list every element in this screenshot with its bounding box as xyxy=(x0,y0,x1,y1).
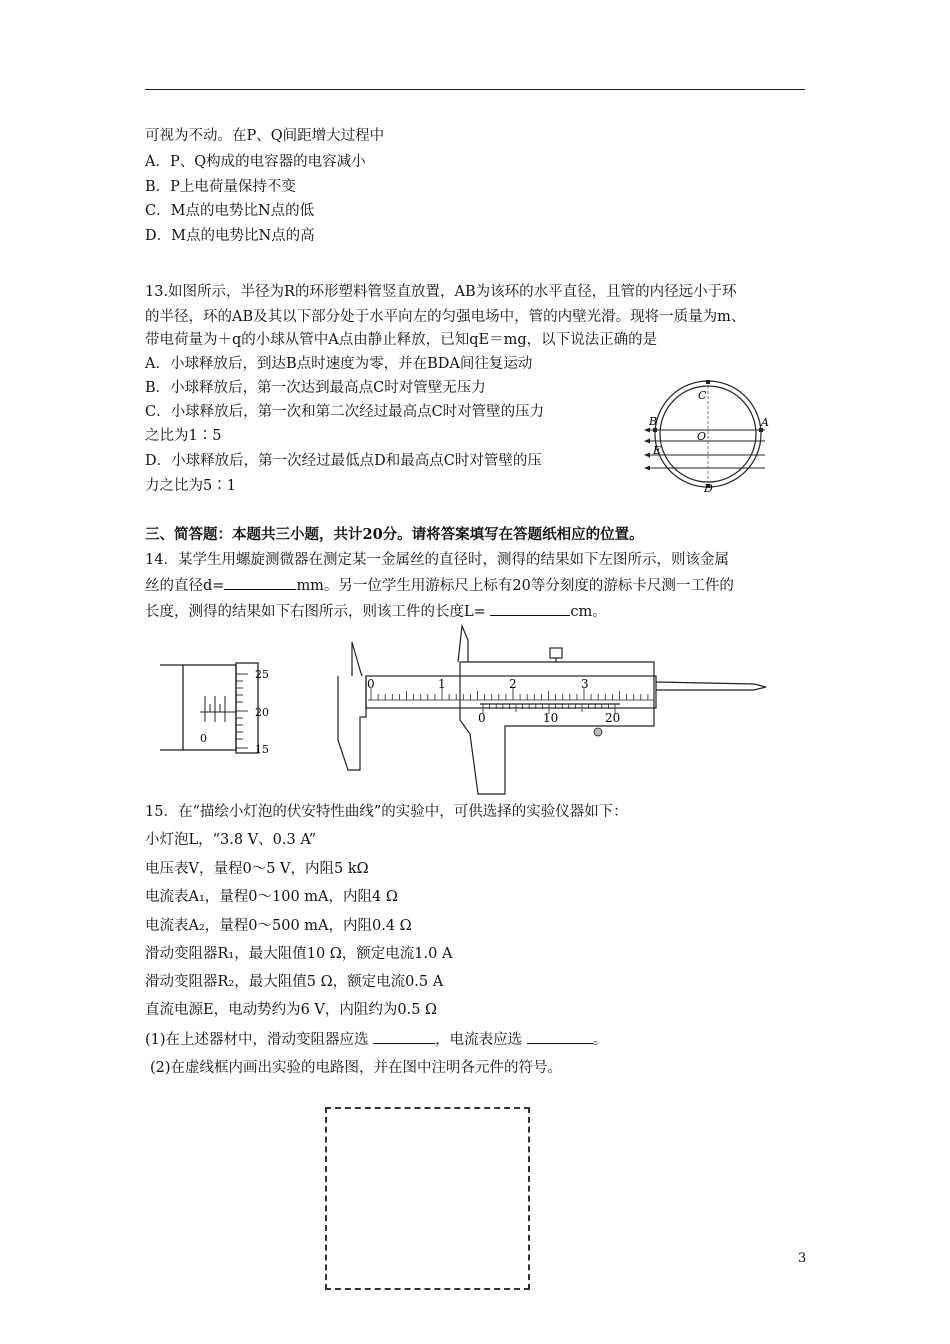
q13-option-c: C．小球释放后，第一次和第二次经过最高点C时对管壁的压力 xyxy=(145,404,545,420)
q14-diameter-blank[interactable] xyxy=(224,575,296,590)
caliper-upper-jaw xyxy=(352,642,362,676)
caliper-depth-rod xyxy=(656,682,766,690)
q15-ammeter-blank[interactable] xyxy=(527,1029,593,1044)
q13-option-b: B．小球释放后，第一次达到最高点C时对管壁无压力 xyxy=(145,380,486,396)
caliper-thumb-wheel xyxy=(594,728,602,736)
section-3-heading: 三、简答题：本题共三小题，共计20分。请将答案填写在答题纸相应的位置。 xyxy=(145,526,644,543)
sleeve-label: 0 xyxy=(200,732,207,745)
page-number: 3 xyxy=(798,1251,807,1266)
q15-sub2: (2)在虚线框内画出实验的电路图，并在图中注明各元件的符号。 xyxy=(150,1060,563,1076)
q12-option-c: C．M点的电势比N点的低 xyxy=(145,203,315,219)
q13-option-c-cont: 之比为1∶5 xyxy=(145,428,222,444)
circuit-drawing-box[interactable] xyxy=(325,1107,530,1290)
q15-sub1-a: (1)在上述器材中，滑动变阻器应选 xyxy=(145,1032,369,1048)
q15-intro: 15．在“描绘小灯泡的伏安特性曲线”的实验中，可供选择的实验仪器如下： xyxy=(145,804,628,820)
ring-field-figure xyxy=(640,376,780,496)
sleeve-scale xyxy=(205,696,225,722)
q14-diameter-suffix: mm。另一位学生用游标尺上标有20等分刻度的游标卡尺测一工件的 xyxy=(296,578,734,594)
q14-line1: 14．某学生用螺旋测微器在测定某一金属丝的直径时，测得的结果如下左图所示，则该金属 xyxy=(145,552,729,568)
caliper-lock-screw xyxy=(550,648,562,658)
main-label-3: 3 xyxy=(581,677,589,691)
label-c: C xyxy=(698,389,707,402)
q15-rheostat-blank[interactable] xyxy=(373,1029,435,1044)
q13-option-d: D．小球释放后，第一次经过最低点D和最高点C时对管壁的压 xyxy=(145,453,542,469)
label-a: A xyxy=(761,416,769,429)
q13-stem-line1: 13.如图所示，半径为R的环形塑料管竖直放置，AB为该环的水平直径，且管的内径远小于环 xyxy=(145,284,737,300)
field-arrowheads xyxy=(644,428,650,471)
q15-item-ammeter-a1: 电流表A₁，量程0～100 mA，内阻4 Ω xyxy=(145,889,398,905)
q13-stem-line2: 的半径，环的AB及其以下部分处于水平向左的匀强电场中，管的内壁光滑。现将一质量为m、 xyxy=(145,309,746,325)
q12-option-a: A．P、Q构成的电容器的电容减小 xyxy=(145,154,366,170)
thimble-label-20: 20 xyxy=(255,706,269,719)
label-o: O xyxy=(697,430,707,443)
q13-stem-line3: 带电荷量为＋q的小球从管中A点由静止释放，已知qE＝mg，以下说法正确的是 xyxy=(145,332,658,348)
thimble-scale xyxy=(236,674,248,748)
thimble-label-15: 15 xyxy=(255,743,269,756)
caliper-slider xyxy=(460,662,654,794)
q14-line3 xyxy=(145,601,607,622)
main-label-2: 2 xyxy=(509,677,517,691)
label-e: E xyxy=(653,444,662,457)
label-d: D xyxy=(704,482,713,495)
q15-sub1 xyxy=(145,1029,607,1050)
q15-item-rheostat-r1: 滑动变阻器R₁，最大阻值10 Ω，额定电流1.0 A xyxy=(145,946,453,962)
q14-line2 xyxy=(145,575,734,596)
q13-option-a: A．小球释放后，到达B点时速度为零，并在BDA间往复运动 xyxy=(145,356,533,372)
caliper-lower-jaw xyxy=(338,676,366,770)
q15-item-ammeter-a2: 电流表A₂，量程0～500 mA，内阻0.4 Ω xyxy=(145,918,412,934)
vernier-label-0: 0 xyxy=(478,711,486,725)
q15-item-source: 直流电源E，电动势约为6 V，内阻约为0.5 Ω xyxy=(145,1002,438,1018)
caliper-slider-upper-jaw xyxy=(458,626,468,662)
caliper-figure xyxy=(330,622,775,794)
main-label-0: 0 xyxy=(367,677,375,691)
q13-option-d-cont: 力之比为5∶1 xyxy=(145,478,236,494)
vernier-label-10: 10 xyxy=(543,711,559,725)
q12-intro: 可视为不动。在P、Q间距增大过程中 xyxy=(145,128,385,144)
q14-length-suffix: cm。 xyxy=(570,604,607,620)
q12-option-d: D．M点的电势比N点的高 xyxy=(145,228,315,244)
q15-sub1-b: ，电流表应选 xyxy=(435,1032,523,1048)
header-rule xyxy=(145,89,805,90)
q15-sub1-c: 。 xyxy=(592,1032,608,1048)
thimble-label-25: 25 xyxy=(255,668,269,681)
q14-length-prefix: 长度，测得的结果如下右图所示，则该工件的长度L= xyxy=(145,604,491,620)
q15-item-voltmeter: 电压表V，量程0～5 V，内阻5 kΩ xyxy=(145,861,369,877)
q12-option-b: B．P上电荷量保持不变 xyxy=(145,179,296,195)
q14-length-blank[interactable] xyxy=(490,601,570,616)
q15-item-lamp: 小灯泡L，“3.8 V、0.3 A” xyxy=(145,832,317,848)
q15-item-rheostat-r2: 滑动变阻器R₂，最大阻值5 Ω，额定电流0.5 A xyxy=(145,974,444,990)
label-b: B xyxy=(649,415,658,428)
q14-diameter-prefix: 丝的直径d= xyxy=(145,578,225,594)
micrometer-figure xyxy=(155,660,295,760)
vernier-label-20: 20 xyxy=(605,711,621,725)
main-label-1: 1 xyxy=(438,677,446,691)
